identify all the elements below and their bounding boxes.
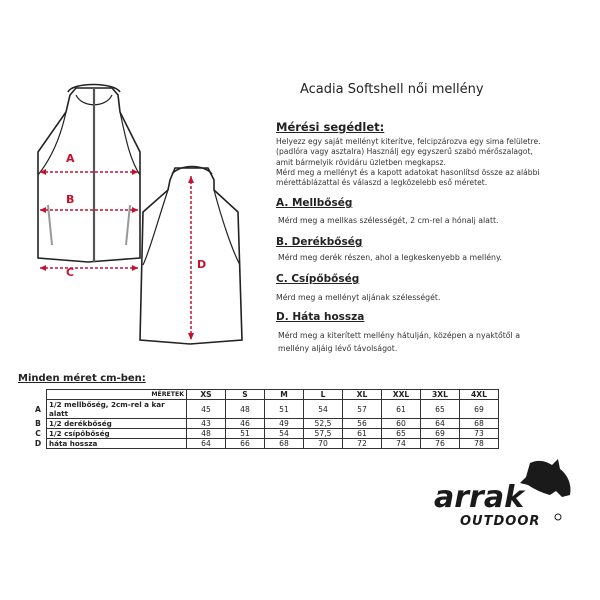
table-cell: 43 (187, 419, 226, 429)
table-cell: 61 (343, 429, 382, 439)
front-vest (38, 85, 140, 263)
header-label: MÉRETEK (47, 390, 187, 400)
registered-icon (555, 514, 561, 520)
label-a: A (66, 152, 75, 165)
row-letter: C (35, 429, 41, 438)
vest-diagrams (0, 0, 270, 370)
table-cell: 48 (187, 429, 226, 439)
table-cell: 69 (421, 429, 460, 439)
arrow-a-left (40, 169, 46, 175)
row-letter: D (34, 439, 42, 448)
label-c: C (66, 266, 75, 279)
table-row (30, 429, 499, 439)
row-letter: B (35, 419, 41, 428)
row-label: 1/2 derékbőség (47, 419, 187, 429)
table-cell: 57 (343, 400, 382, 419)
table-cell: 74 (382, 439, 421, 449)
table-cell: 68 (265, 439, 304, 449)
table-cell: 72 (343, 439, 382, 449)
intro-line: Mérd meg a mellényt és a kapott adatokat hasonlítsd össze az alábbi (276, 167, 540, 177)
table-cell: 49 (265, 419, 304, 429)
arrak-outdoor-logo (430, 455, 580, 535)
section-d-heading: D. Háta hossza (276, 311, 365, 323)
table-cell: 65 (382, 429, 421, 439)
table-cell: 76 (421, 439, 460, 449)
table-cell: 70 (304, 439, 343, 449)
table-cell: 65 (421, 400, 460, 419)
table-header-row (30, 390, 499, 400)
table-cell: 45 (187, 400, 226, 419)
table-row (30, 439, 499, 449)
table-title: Minden méret cm-ben: (18, 373, 146, 384)
row-letter: A (35, 404, 41, 414)
table-cell: 78 (460, 439, 499, 449)
arrow-c-right (132, 265, 138, 271)
table-row (30, 400, 499, 419)
section-d-line: Mérd meg a kiterített mellény hátulján, középen a nyaktőtől a (278, 331, 520, 340)
size-table (30, 389, 499, 449)
table-cell: 69 (460, 400, 499, 419)
product-title: Acadia Softshell női mellény (300, 82, 484, 97)
section-d-line: mellény aljáig lévő távolságot. (278, 344, 398, 353)
size-header: M (265, 390, 304, 400)
table-cell: 48 (226, 400, 265, 419)
table-cell: 54 (265, 429, 304, 439)
arrow-b-right (132, 207, 138, 213)
guide-heading: Mérési segédlet: (276, 120, 385, 134)
size-header: S (226, 390, 265, 400)
table-cell: 64 (421, 419, 460, 429)
table-cell: 57,5 (304, 429, 343, 439)
table-row (30, 419, 499, 429)
table-cell: 64 (187, 439, 226, 449)
section-b-heading: B. Derékbőség (276, 236, 363, 248)
table-cell: 73 (460, 429, 499, 439)
table-cell: 51 (265, 400, 304, 419)
size-header: XXL (382, 390, 421, 400)
wolf-head-icon (520, 459, 571, 497)
table-cell: 52,5 (304, 419, 343, 429)
guide-intro (276, 137, 586, 188)
table-cell: 51 (226, 429, 265, 439)
section-a-text: Mérd meg a mellkas szélességét, 2 cm-rel a hónalj alatt. (278, 216, 499, 225)
intro-line: amit bármelyik rövidáru üzletben megkapsz. (276, 157, 446, 167)
size-header: XL (343, 390, 382, 400)
back-measure-line (188, 176, 194, 340)
logo-subtitle: OUTDOOR (460, 514, 541, 529)
front-measure-lines (40, 172, 138, 268)
table-cell: 56 (343, 419, 382, 429)
intro-line: (padlóra vagy asztalra) Használj egy egyszerű szabó mérőszalagot, (276, 147, 533, 157)
size-header: 4XL (460, 390, 499, 400)
table-cell: 54 (304, 400, 343, 419)
table-cell: 46 (226, 419, 265, 429)
section-a-heading: A. Mellbőség (276, 197, 353, 209)
intro-line: mérettáblázattal és válaszd a legközelebb eső méretet. (276, 178, 488, 188)
arrow-c-left (40, 265, 46, 271)
size-header: XS (187, 390, 226, 400)
size-header: 3XL (421, 390, 460, 400)
label-b: B (66, 193, 75, 206)
table-cell: 66 (226, 439, 265, 449)
section-b-text: Mérd meg derék részen, ahol a legkeskenyebb a mellény. (278, 253, 502, 262)
section-c-heading: C. Csípőbőség (276, 273, 360, 285)
table-cell: 68 (460, 419, 499, 429)
section-c-text: Mérd meg a mellényt aljának szélességét. (276, 293, 441, 302)
size-header: L (304, 390, 343, 400)
section-d-text (278, 329, 520, 355)
row-label: 1/2 csípőbőség (47, 429, 187, 439)
table-cell: 60 (382, 419, 421, 429)
logo-wordmark: arrak (434, 480, 525, 515)
label-d: D (197, 258, 207, 271)
row-label: háta hossza (47, 439, 187, 449)
table-cell: 61 (382, 400, 421, 419)
intro-line: Helyezz egy saját mellényt kiterítve, felcipzározva egy sima felületre. (276, 137, 541, 146)
row-label: 1/2 mellbőség, 2cm-rel a kar alatt (47, 400, 187, 419)
arrow-b-left (40, 207, 46, 213)
